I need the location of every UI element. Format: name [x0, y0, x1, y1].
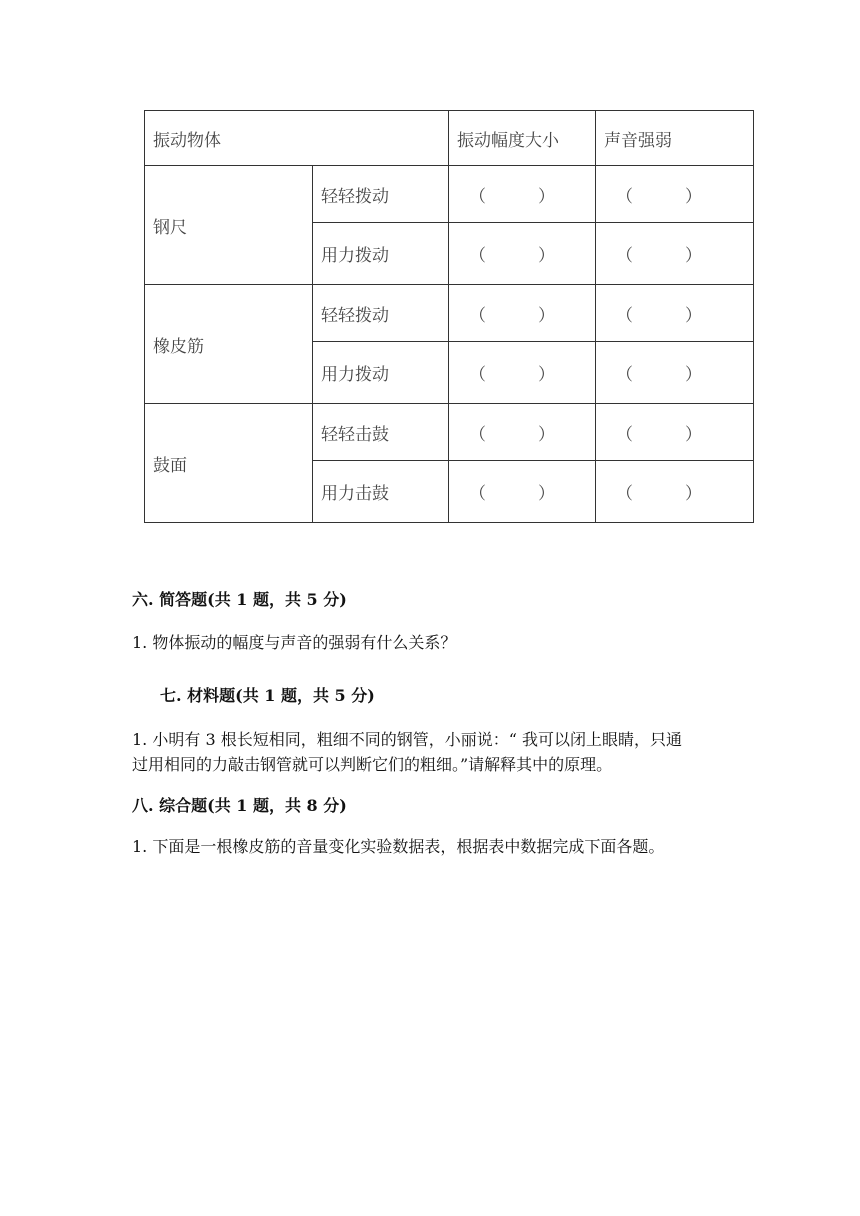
- object-rubber-band: 橡皮筋: [145, 285, 313, 404]
- answer-loudness: （ ）: [596, 285, 754, 342]
- action-cell: 轻轻拨动: [313, 285, 449, 342]
- action-cell: 用力击鼓: [313, 461, 449, 523]
- answer-amplitude: （ ）: [449, 461, 596, 523]
- answer-amplitude: （ ）: [449, 342, 596, 404]
- section-seven-question-line2: 过用相同的力敲击钢管就可以判断它们的粗细。”请解释其中的原理。: [132, 755, 613, 774]
- answer-loudness: （ ）: [596, 223, 754, 285]
- answer-amplitude: （ ）: [449, 166, 596, 223]
- header-amplitude: 振动幅度大小: [449, 111, 596, 166]
- answer-amplitude: （ ）: [449, 223, 596, 285]
- action-cell: 轻轻拨动: [313, 166, 449, 223]
- header-object: 振动物体: [145, 111, 449, 166]
- object-ruler: 钢尺: [145, 166, 313, 285]
- answer-loudness: （ ）: [596, 461, 754, 523]
- section-eight-question: 1. 下面是一根橡皮筋的音量变化实验数据表，根据表中数据完成下面各题。: [132, 837, 665, 856]
- section-seven-question-line1: 1. 小明有 3 根长短相同，粗细不同的钢管，小丽说：“ 我可以闭上眼睛，只通: [132, 730, 682, 749]
- action-cell: 用力拨动: [313, 223, 449, 285]
- action-cell: 轻轻击鼓: [313, 404, 449, 461]
- answer-loudness: （ ）: [596, 404, 754, 461]
- section-six-question: 1. 物体振动的幅度与声音的强弱有什么关系？: [132, 633, 457, 652]
- action-cell: 用力拨动: [313, 342, 449, 404]
- answer-amplitude: （ ）: [449, 285, 596, 342]
- header-loudness: 声音强弱: [596, 111, 754, 166]
- section-six-title: 六. 简答题(共 1 题，共 5 分): [132, 590, 347, 609]
- object-drum: 鼓面: [145, 404, 313, 523]
- answer-loudness: （ ）: [596, 166, 754, 223]
- answer-amplitude: （ ）: [449, 404, 596, 461]
- answer-loudness: （ ）: [596, 342, 754, 404]
- experiment-table: [144, 110, 754, 523]
- section-seven-title: 七. 材料题(共 1 题，共 5 分): [160, 686, 375, 705]
- section-eight-title: 八. 综合题(共 1 题，共 8 分): [132, 796, 347, 815]
